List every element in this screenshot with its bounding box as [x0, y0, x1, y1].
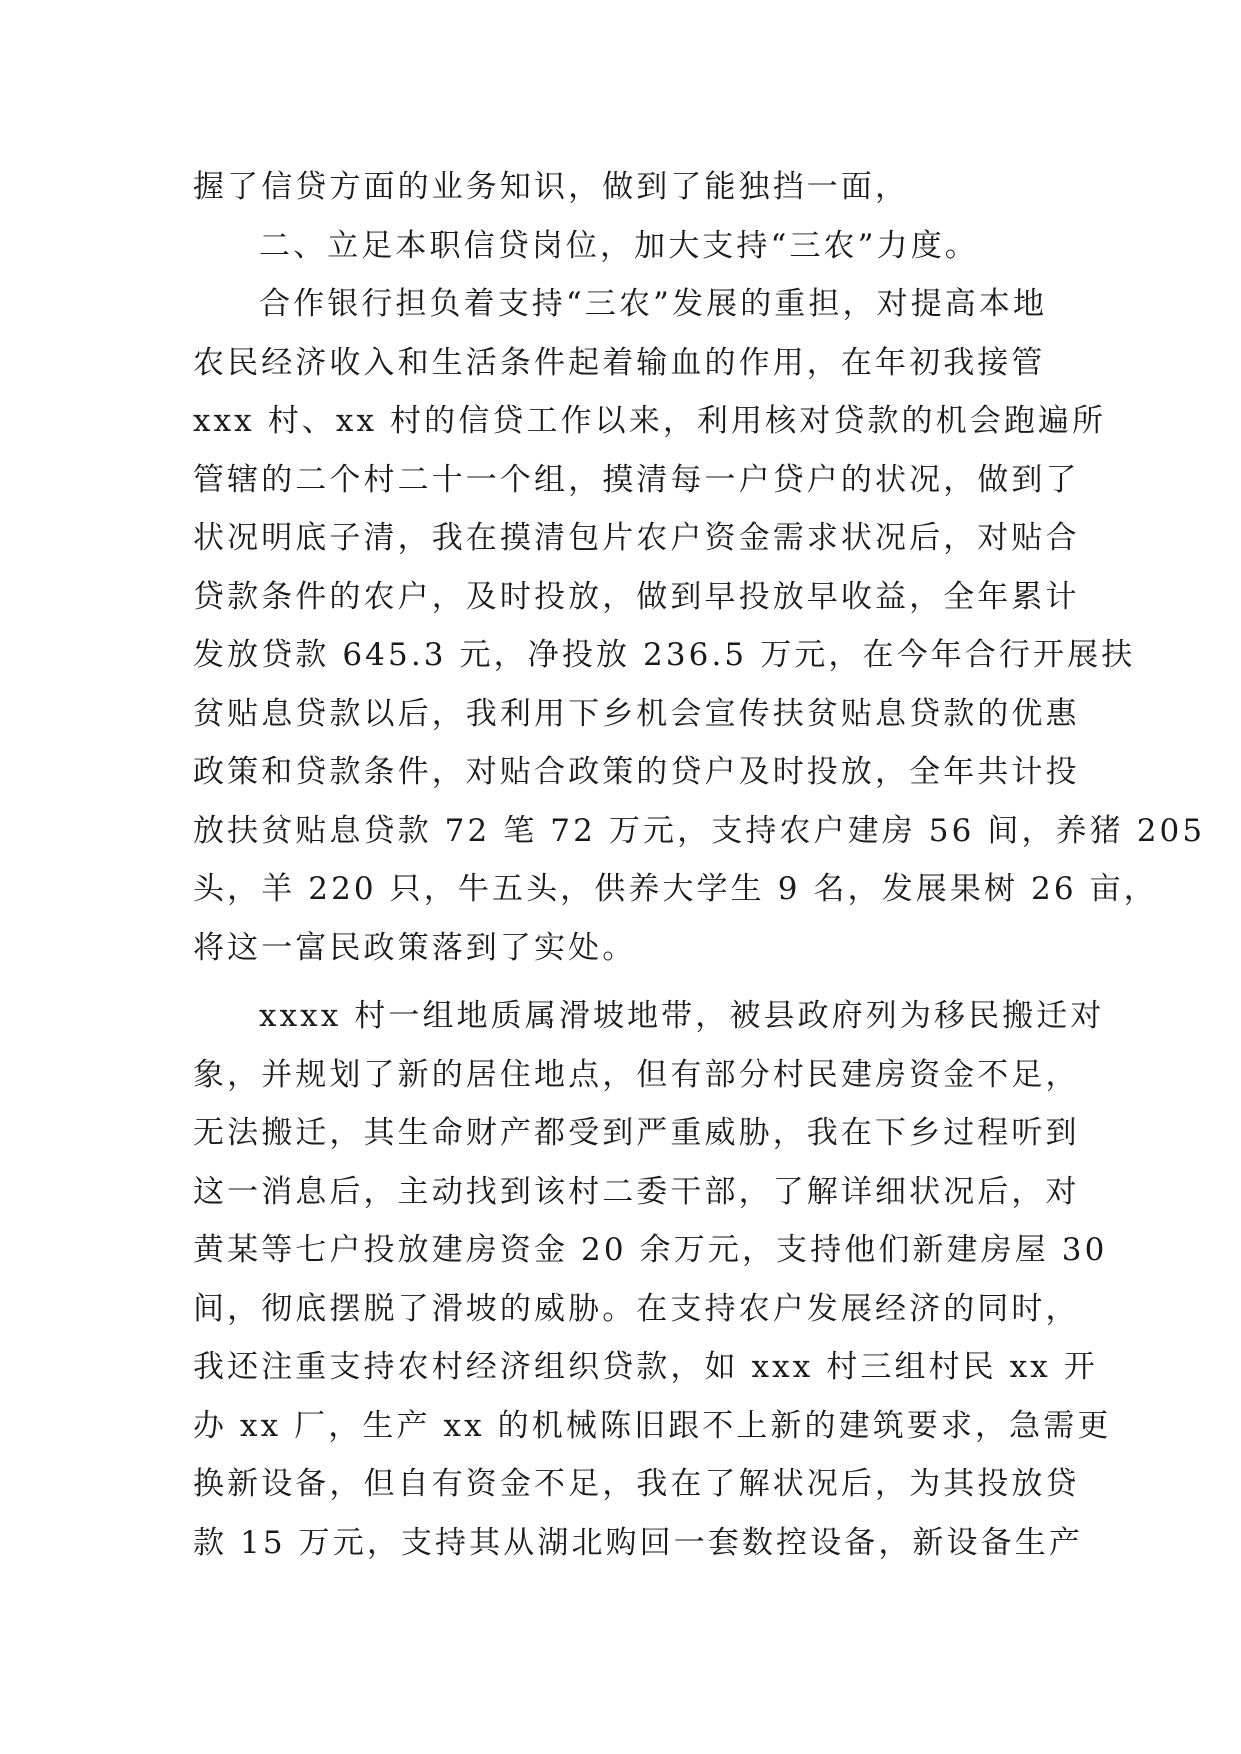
text-line: 款 15 万元，支持其从湖北购回一套数控设备，新设备生产	[193, 1524, 1083, 1561]
text-line: 贷款条件的农户，及时投放，做到早投放早收益，全年累计	[193, 578, 1080, 615]
text-line: 间，彻底摆脱了滑坡的威胁。在支持农户发展经济的同时，	[193, 1290, 1080, 1327]
text-line: 发放贷款 645.3 元，净投放 236.5 万元，在今年合行开展扶	[193, 637, 1136, 673]
text-line: 头，羊 220 只，牛五头，供养大学生 9 名，发展果树 26 亩，	[193, 871, 1158, 907]
text-line: 办 xx 厂，生产 xx 的机械陈旧跟不上新的建筑要求，急需更	[193, 1407, 1112, 1444]
text-line: 放扶贫贴息贷款 72 笔 72 万元，支持农户建房 56 间，养猪 205	[193, 812, 1206, 849]
text-line: 无法搬迁，其生命财产都受到严重威胁，我在下乡过程听到	[193, 1115, 1080, 1151]
paragraph-first-line: 合作银行担负着支持“三农”发展的重担，对提高本地	[259, 286, 1048, 322]
text-line: 农民经济收入和生活条件起着输血的作用，在年初我接管	[193, 344, 1046, 381]
section-heading: 二、立足本职信贷岗位，加大支持“三农”力度。	[259, 227, 979, 264]
text-line: 政策和贷款条件，对贴合政策的贷户及时投放，全年共计投	[193, 754, 1080, 790]
text-line: 将这一富民政策落到了实处。	[193, 929, 637, 966]
text-line: 状况明底子清，我在摸清包片农户资金需求状况后，对贴合	[193, 520, 1080, 556]
paragraph-first-line: xxxx 村一组地质属滑坡地带，被县政府列为移民搬迁对	[259, 998, 1105, 1034]
text-line: 象，并规划了新的居住地点，但有部分村民建房资金不足，	[193, 1056, 1080, 1093]
text-line: 握了信贷方面的业务知识，做到了能独挡一面，	[193, 169, 910, 205]
text-line: 这一消息后，主动找到该村二委干部，了解详细状况后，对	[193, 1173, 1080, 1210]
text-line: xxx 村、xx 村的信贷工作以来，利用核对贷款的机会跑遍所	[193, 403, 1107, 439]
text-line: 换新设备，但自有资金不足，我在了解状况后，为其投放贷	[193, 1466, 1080, 1502]
text-line: 贫贴息贷款以后，我利用下乡机会宣传扶贫贴息贷款的优惠	[193, 695, 1080, 732]
paragraph-gap	[193, 977, 1073, 987]
text-line: 黄某等七户投放建房资金 20 余万元，支持他们新建房屋 30	[193, 1232, 1108, 1268]
document-body	[193, 158, 1206, 1572]
text-line: 管辖的二个村二十一个组，摸清每一户贷户的状况，做到了	[193, 461, 1080, 498]
text-line: 我还注重支持农村经济组织贷款，如 xxx 村三组村民 xx 开	[193, 1349, 1098, 1385]
